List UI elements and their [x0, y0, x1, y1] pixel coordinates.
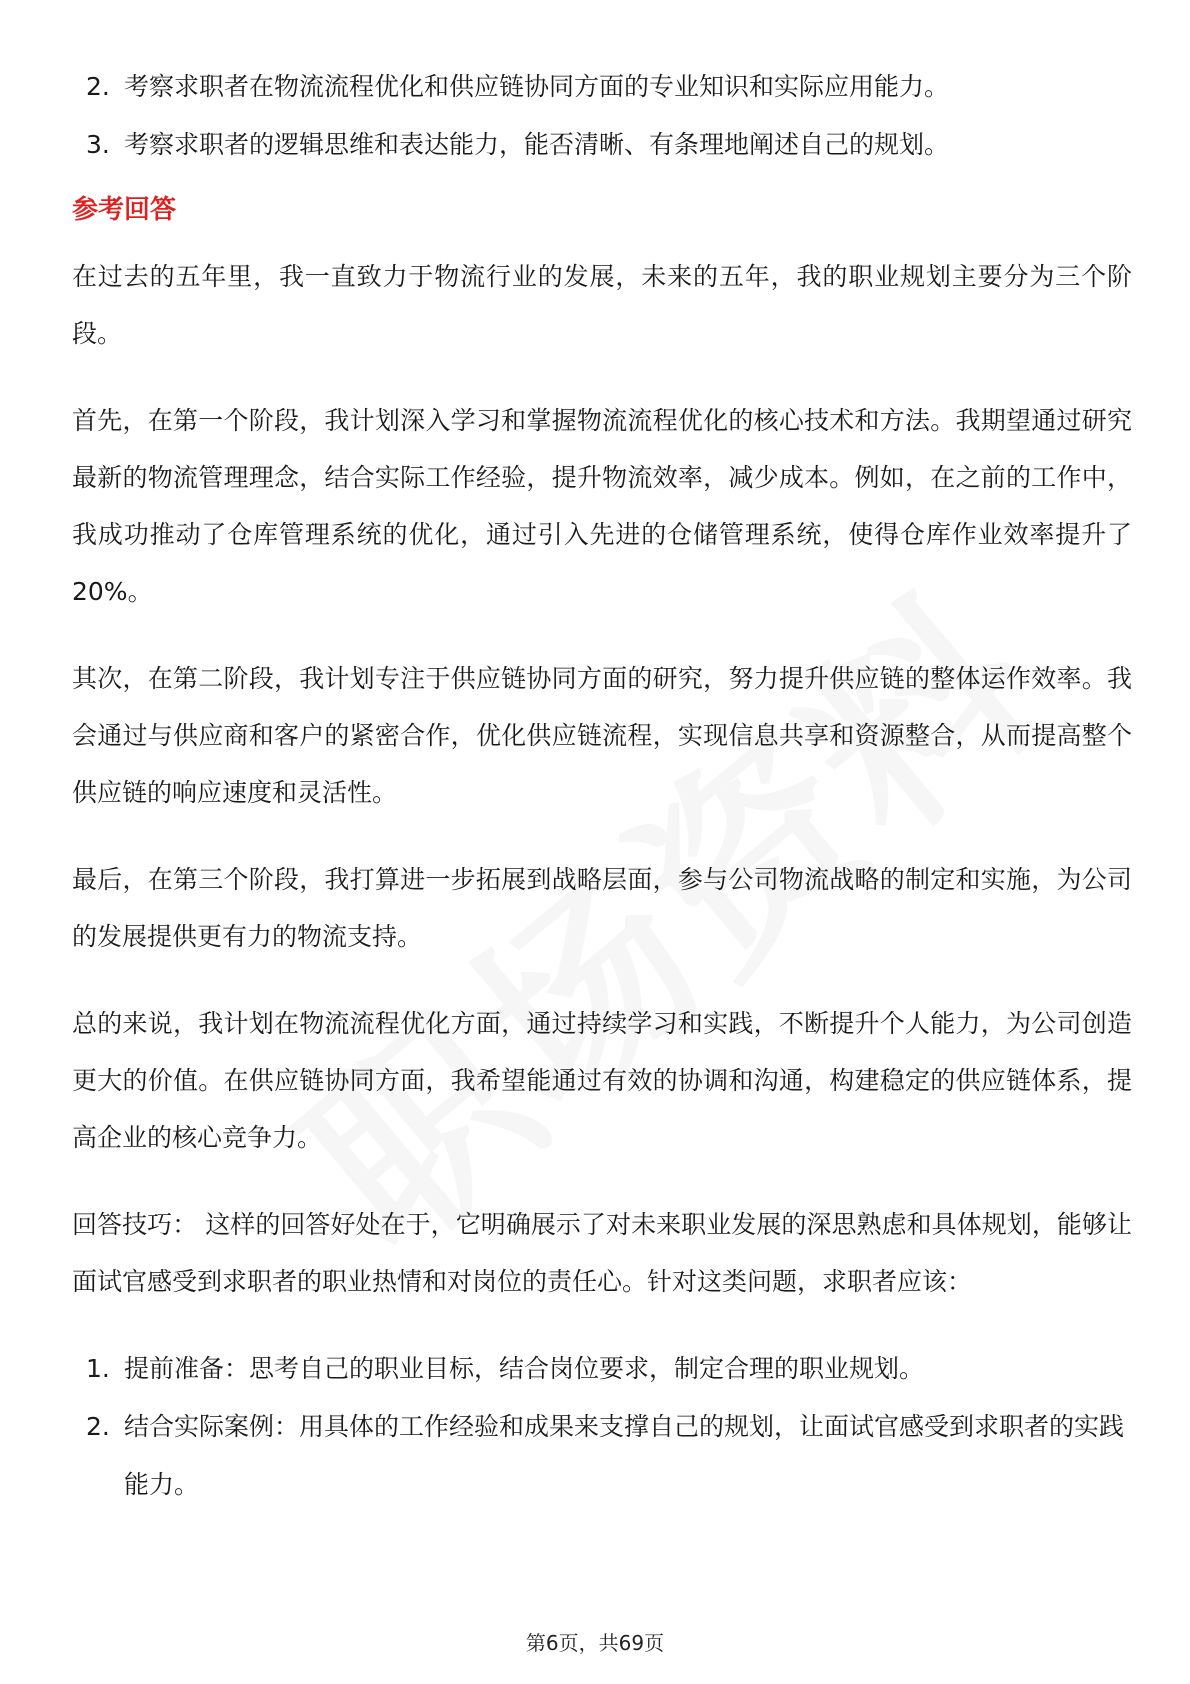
list-item-text: 考察求职者的逻辑思维和表达能力，能否清晰、有条理地阐述自己的规划。 [124, 130, 950, 159]
section-title: 参考回答 [72, 195, 177, 225]
list-item-text: 结合实际案例：用具体的工作经验和成果来支撑自己的规划，让面试官感受到求职者的实践能力。 [124, 1412, 1125, 1499]
paragraph-intro: 在过去的五年里，我一直致力于物流行业的发展，未来的五年，我的职业规划主要分为三个阶段。 [72, 262, 1132, 348]
list-item [72, 58, 1132, 116]
list-item-text: 提前准备：思考自己的职业目标，结合岗位要求，制定合理的职业规划。 [124, 1354, 925, 1383]
list-item-number: 3. [86, 130, 110, 159]
top-numbered-list [72, 58, 1132, 174]
paragraph-stage-three: 最后，在第三个阶段，我打算进一步拓展到战略层面，参与公司物流战略的制定和实施，为公司的发展提供更有力的物流支持。 [72, 865, 1132, 951]
page-content [72, 58, 1132, 1514]
paragraph-stage-one: 首先，在第一个阶段，我计划深入学习和掌握物流流程优化的核心技术和方法。我期望通过研究最新的物流管理理念，结合实际工作经验，提升物流效率，减少成本。例如，在之前的工作中，我成功推动了仓库管理系统的优化，通过引入先进的仓储管理系统，使得仓库作业效率提升了20%。 [72, 406, 1132, 606]
paragraph-summary: 总的来说，我计划在物流流程优化方面，通过持续学习和实践，不断提升个人能力，为公司创造更大的价值。在供应链协同方面，我希望能通过有效的协调和沟通，构建稳定的供应链体系，提高企业的核心竞争力。 [72, 1009, 1132, 1152]
list-item-number: 2. [86, 1412, 110, 1441]
list-item-number: 1. [86, 1354, 110, 1383]
list-item [72, 1340, 1132, 1398]
page-number-footer: 第6页，共69页 [525, 1631, 665, 1655]
list-item [72, 116, 1132, 174]
list-item [72, 1398, 1132, 1514]
paragraph-stage-two: 其次，在第二阶段，我计划专注于供应链协同方面的研究，努力提升供应链的整体运作效率。我会通过与供应商和客户的紧密合作，优化供应链流程，实现信息共享和资源整合，从而提高整个供应链的响应速度和灵活性。 [72, 664, 1132, 807]
bottom-numbered-list [72, 1340, 1132, 1514]
list-item-number: 2. [86, 72, 110, 101]
paragraph-tips: 回答技巧： 这样的回答好处在于，它明确展示了对未来职业发展的深思熟虑和具体规划，能够让面试官感受到求职者的职业热情和对岗位的责任心。针对这类问题，求职者应该： [72, 1210, 1132, 1296]
list-item-text: 考察求职者在物流流程优化和供应链协同方面的专业知识和实际应用能力。 [124, 72, 950, 101]
